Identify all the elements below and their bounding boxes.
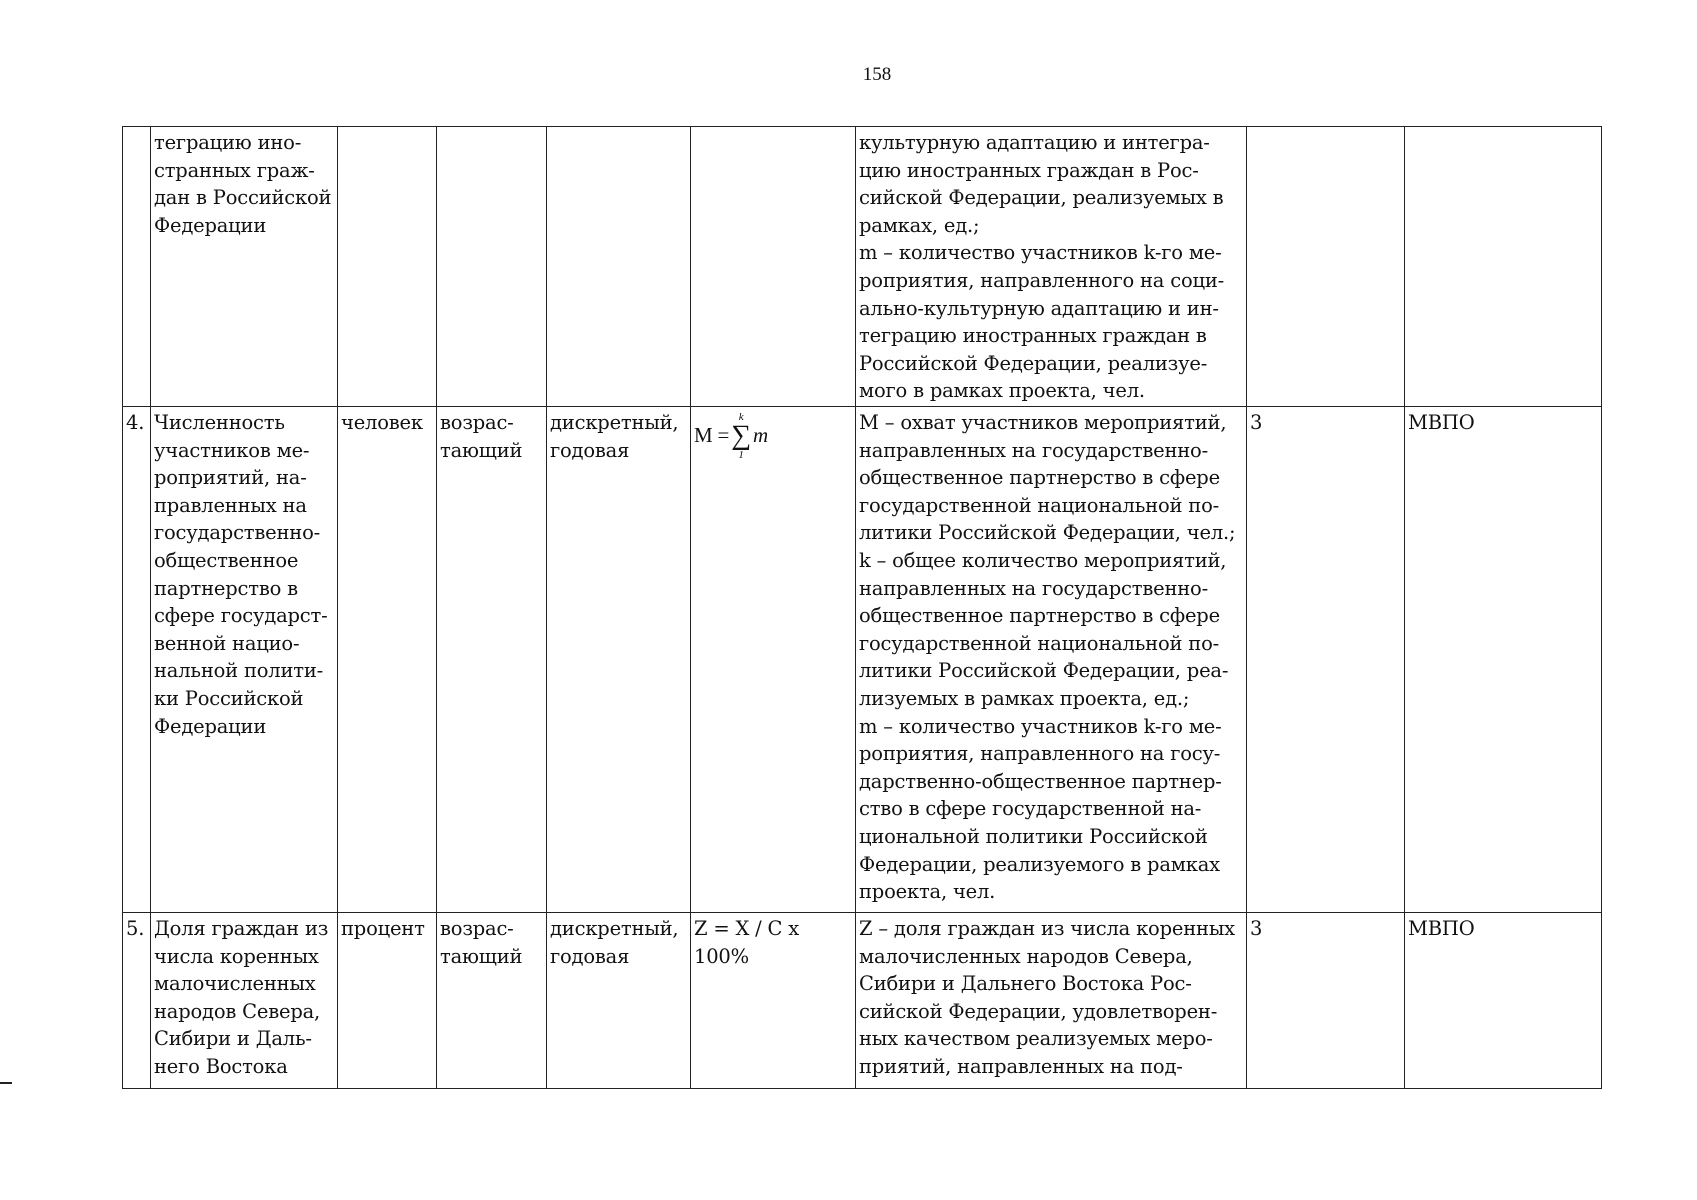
cell-method: 3	[1247, 913, 1405, 1089]
sum-formula	[694, 411, 768, 461]
cell-type: дискретный, годовая	[547, 407, 691, 913]
sigma-upper-limit: k	[738, 411, 744, 423]
sigma-block	[731, 411, 751, 461]
table-row	[123, 407, 1602, 913]
cell-trend: возрас- тающий	[437, 407, 547, 913]
cell-responsible: МВПО	[1405, 407, 1602, 913]
cell-description: Z – доля граждан из числа коренных малочисленных народов Севера, Сибири и Дальнего Востока Рос- сийской Федерации, удовлетворен- ных качеством реализуемых меро- приятий, направленных на под-	[856, 913, 1247, 1089]
cell-responsible: МВПО	[1405, 913, 1602, 1089]
cell-type: дискретный, годовая	[547, 913, 691, 1089]
cell-type	[547, 127, 691, 407]
cell-formula	[691, 127, 856, 407]
cell-indicator-name: теграцию ино- странных граж- дан в Российской Федерации	[151, 127, 338, 407]
cell-num: 5.	[123, 913, 151, 1089]
margin-mark	[0, 1082, 12, 1084]
cell-unit	[338, 127, 437, 407]
cell-responsible	[1405, 127, 1602, 407]
sigma-symbol: ∑	[731, 420, 751, 451]
cell-unit: человек	[338, 407, 437, 913]
page-number: 158	[862, 64, 892, 85]
cell-trend: возрас- тающий	[437, 913, 547, 1089]
cell-indicator-name: Доля граждан из числа коренных малочисленных народов Севера, Сибири и Даль- него Востока	[151, 913, 338, 1089]
cell-formula	[691, 407, 856, 913]
cell-formula: Z = X / C x 100%	[691, 913, 856, 1089]
table-row	[123, 913, 1602, 1089]
cell-method	[1247, 127, 1405, 407]
table-row	[123, 127, 1602, 407]
formula-lhs: M =	[694, 423, 730, 448]
sigma-lower-limit: 1	[738, 449, 744, 461]
cell-description: культурную адаптацию и интегра- цию иностранных граждан в Рос- сийской Федерации, реализуемых в рамках, ед.; m – количество участников k-го ме- роприятия, направленного на соци- ально-культурную адаптацию и ин- теграцию иностранных граждан в Российской Федерации, реализуе- мого в рамках проекта, чел.	[856, 127, 1247, 407]
cell-indicator-name: Численность участников ме- роприятий, на- правленных на государственно- общественное партнерство в сфере государст- венной нацио- нальной полити- ки Российской Федерации	[151, 407, 338, 913]
cell-description: M – охват участников мероприятий, направленных на государственно- общественное партнерство в сфере государственной национальной по- литики Российской Федерации, чел.; k – общее количество мероприятий, направленных на государственно- общественное партнерство в сфере государственной национальной по- литики Российской Федерации, реа- лизуемых в рамках проекта, ед.; m – количество участников k-го ме- роприятия, направленного на госу- дарственно-общественное партнер- ство в сфере государственной на- циональной политики Российской Федерации, реализуемого в рамках проекта, чел.	[856, 407, 1247, 913]
cell-num	[123, 127, 151, 407]
cell-trend	[437, 127, 547, 407]
cell-num: 4.	[123, 407, 151, 913]
indicators-table	[122, 126, 1602, 1089]
cell-method: 3	[1247, 407, 1405, 913]
formula-term: m	[752, 423, 768, 448]
cell-unit: процент	[338, 913, 437, 1089]
